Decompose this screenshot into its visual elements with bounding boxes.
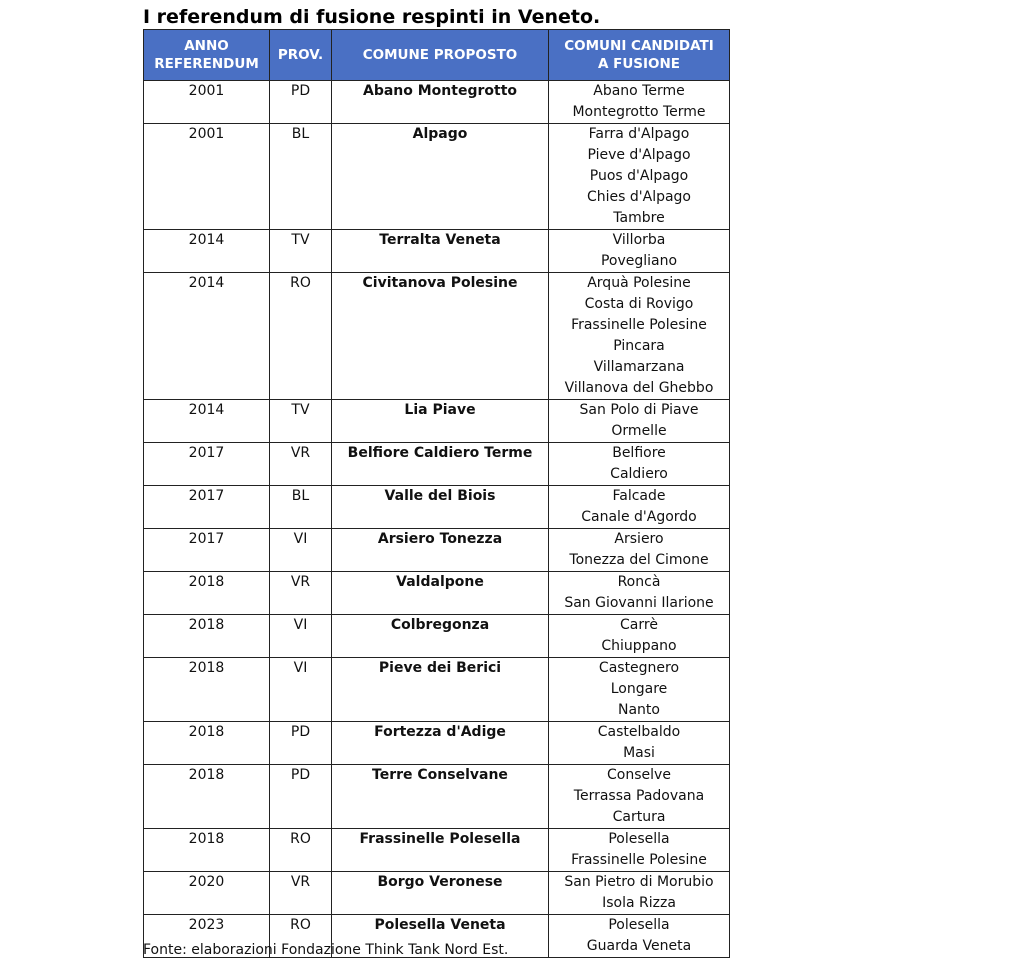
candidate-municipality: Tonezza del Cimone [569, 552, 709, 568]
cell-prov: TV [270, 400, 332, 443]
cell-comuni-candidati [549, 572, 730, 615]
cell-comune-proposto: Fortezza d'Adige [332, 722, 549, 765]
table-row [144, 486, 730, 529]
table-row [144, 872, 730, 915]
cell-comuni-candidati [549, 615, 730, 658]
candidate-municipality: Polesella [608, 917, 670, 933]
candidate-municipality: Farra d'Alpago [588, 126, 690, 142]
candidate-municipality: San Polo di Piave [579, 402, 699, 418]
table-row [144, 529, 730, 572]
cell-anno: 2018 [144, 572, 270, 615]
candidate-municipality: Guarda Veneta [586, 938, 692, 954]
candidate-municipality: Abano Terme [593, 83, 685, 99]
cell-comuni-candidati [549, 81, 730, 124]
cell-comune-proposto: Terre Conselvane [332, 765, 549, 829]
cell-prov: TV [270, 230, 332, 273]
candidate-municipality: Canale d'Agordo [581, 509, 697, 525]
cell-comuni-candidati [549, 230, 730, 273]
table-title: I referendum di fusione respinti in Veneto. [143, 6, 601, 28]
table-row [144, 81, 730, 124]
candidate-municipality: Caldiero [610, 466, 668, 482]
cell-anno: 2020 [144, 872, 270, 915]
table-header-row [144, 30, 730, 81]
cell-comuni-candidati [549, 915, 730, 958]
candidate-municipality: Frassinelle Polesine [571, 852, 707, 868]
cell-prov: BL [270, 124, 332, 230]
cell-comune-proposto: Terralta Veneta [332, 230, 549, 273]
cell-anno: 2014 [144, 273, 270, 400]
table-row [144, 443, 730, 486]
candidate-municipality: Cartura [612, 809, 666, 825]
cell-anno: 2018 [144, 615, 270, 658]
table-row [144, 230, 730, 273]
cell-anno: 2017 [144, 486, 270, 529]
cell-prov: RO [270, 273, 332, 400]
cell-anno: 2018 [144, 829, 270, 872]
header-anno-referendum: ANNO REFERENDUM [144, 30, 270, 81]
cell-comune-proposto: Polesella Veneta [332, 915, 549, 958]
referendum-table [143, 29, 730, 958]
table-row [144, 273, 730, 400]
candidate-municipality: Chies d'Alpago [586, 189, 691, 205]
cell-prov: VI [270, 658, 332, 722]
table-row [144, 658, 730, 722]
table-row [144, 124, 730, 230]
cell-comuni-candidati [549, 529, 730, 572]
cell-anno: 2014 [144, 400, 270, 443]
cell-comuni-candidati [549, 486, 730, 529]
candidate-municipality: Carrè [620, 617, 658, 633]
candidate-municipality: Pieve d'Alpago [587, 147, 691, 163]
cell-prov: VR [270, 872, 332, 915]
cell-anno: 2017 [144, 529, 270, 572]
cell-anno: 2001 [144, 81, 270, 124]
candidate-municipality: Villamarzana [593, 359, 685, 375]
candidate-municipality: Conselve [607, 767, 671, 783]
cell-prov: VR [270, 572, 332, 615]
cell-comuni-candidati [549, 765, 730, 829]
cell-prov: BL [270, 486, 332, 529]
cell-comune-proposto: Pieve dei Berici [332, 658, 549, 722]
table-row [144, 722, 730, 765]
candidate-municipality: Terrassa Padovana [573, 788, 705, 804]
cell-anno: 2001 [144, 124, 270, 230]
candidate-municipality: San Giovanni Ilarione [564, 595, 714, 611]
candidate-municipality: Falcade [612, 488, 666, 504]
cell-comuni-candidati [549, 124, 730, 230]
candidate-municipality: Montegrotto Terme [572, 104, 706, 120]
cell-anno: 2018 [144, 765, 270, 829]
cell-comuni-candidati [549, 829, 730, 872]
candidate-municipality: Costa di Rovigo [584, 296, 694, 312]
candidate-municipality: Masi [623, 745, 655, 761]
header-prov: PROV. [270, 30, 332, 81]
cell-prov: RO [270, 829, 332, 872]
cell-prov: RO [270, 915, 332, 958]
source-note: Fonte: elaborazioni Fondazione Think Tank Nord Est. [143, 942, 509, 958]
cell-anno: 2018 [144, 658, 270, 722]
header-comuni-candidati: COMUNI CANDIDATI A FUSIONE [549, 30, 730, 81]
candidate-municipality: Povegliano [600, 253, 678, 269]
candidate-municipality: Roncà [617, 574, 661, 590]
cell-comune-proposto: Lia Piave [332, 400, 549, 443]
candidate-municipality: Frassinelle Polesine [571, 317, 707, 333]
candidate-municipality: Villorba [612, 232, 666, 248]
cell-anno: 2018 [144, 722, 270, 765]
table-row [144, 765, 730, 829]
table-row [144, 615, 730, 658]
cell-anno: 2017 [144, 443, 270, 486]
cell-prov: VI [270, 615, 332, 658]
candidate-municipality: Nanto [618, 702, 660, 718]
candidate-municipality: Belfiore [612, 445, 666, 461]
candidate-municipality: Pincara [613, 338, 665, 354]
cell-prov: PD [270, 722, 332, 765]
candidate-municipality: Tambre [613, 210, 665, 226]
cell-comune-proposto: Abano Montegrotto [332, 81, 549, 124]
candidate-municipality: Villanova del Ghebbo [564, 380, 714, 396]
header-comune-proposto: COMUNE PROPOSTO [332, 30, 549, 81]
candidate-municipality: Puos d'Alpago [589, 168, 689, 184]
cell-prov: PD [270, 81, 332, 124]
cell-comuni-candidati [549, 658, 730, 722]
cell-comune-proposto: Borgo Veronese [332, 872, 549, 915]
cell-anno: 2014 [144, 230, 270, 273]
candidate-municipality: Arsiero [614, 531, 664, 547]
cell-prov: VR [270, 443, 332, 486]
candidate-municipality: Chiuppano [601, 638, 677, 654]
candidate-municipality: Arquà Polesine [587, 275, 691, 291]
cell-prov: PD [270, 765, 332, 829]
cell-comune-proposto: Colbregonza [332, 615, 549, 658]
cell-anno: 2023 [144, 915, 270, 958]
cell-comune-proposto: Civitanova Polesine [332, 273, 549, 400]
candidate-municipality: Polesella [608, 831, 670, 847]
cell-prov: VI [270, 529, 332, 572]
cell-comuni-candidati [549, 273, 730, 400]
cell-comune-proposto: Valdalpone [332, 572, 549, 615]
candidate-municipality: Castegnero [598, 660, 680, 676]
table-row [144, 400, 730, 443]
candidate-municipality: San Pietro di Morubio [564, 874, 714, 890]
candidate-municipality: Castelbaldo [597, 724, 681, 740]
cell-comune-proposto: Valle del Biois [332, 486, 549, 529]
candidate-municipality: Longare [610, 681, 668, 697]
table-row [144, 572, 730, 615]
cell-comuni-candidati [549, 872, 730, 915]
cell-comuni-candidati [549, 443, 730, 486]
cell-comune-proposto: Alpago [332, 124, 549, 230]
table-body [144, 81, 730, 958]
candidate-municipality: Isola Rizza [602, 895, 676, 911]
cell-comune-proposto: Belfiore Caldiero Terme [332, 443, 549, 486]
cell-comune-proposto: Frassinelle Polesella [332, 829, 549, 872]
cell-comuni-candidati [549, 722, 730, 765]
candidate-municipality: Ormelle [611, 423, 667, 439]
table-row [144, 829, 730, 872]
cell-comune-proposto: Arsiero Tonezza [332, 529, 549, 572]
cell-comuni-candidati [549, 400, 730, 443]
